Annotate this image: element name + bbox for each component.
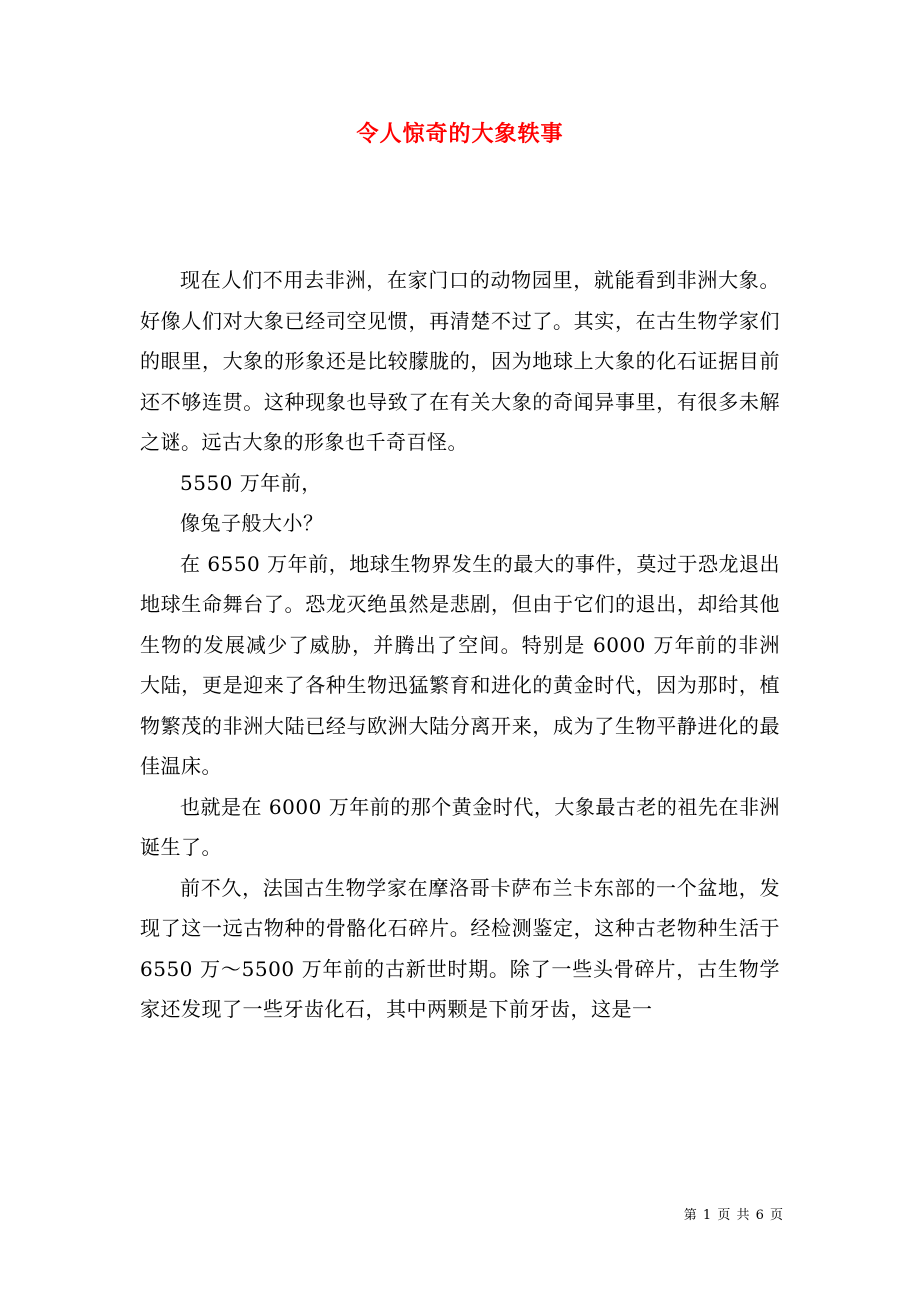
paragraph-intro: 现在人们不用去非洲，在家门口的动物园里，就能看到非洲大象。好像人们对大象已经司空见惯，再清楚不过了。其实，在古生物学家们的眼里，大象的形象还是比较朦胧的，因为地球上大象的化石证据目前还不够连贯。这种现象也导致了在有关大象的奇闻异事里，有很多未解之谜。远古大象的形象也千奇百怪。 [140,268,780,454]
paragraph-discovery: 前不久，法国古生物学家在摩洛哥卡萨布兰卡东部的一个盆地，发现了这一远古物种的骨骼化石碎片。经检测鉴定，这种古老物种生活于 6550 万～5500 万年前的古新世时期。除了一些头骨碎片，古生物学家还发现了一些牙齿化石，其中两颗是下前牙齿，这是一 [140,875,780,1021]
paragraph-subheading-time: 5550 万年前， [180,470,322,495]
paragraph-extinction: 在 6550 万年前，地球生物界发生的最大的事件，莫过于恐龙退出地球生命舞台了。恐龙灭绝虽然是悲剧，但由于它们的退出，却给其他生物的发展减少了威胁，并腾出了空间。特别是 6000 万年前的非洲大陆，更是迎来了各种生物迅猛繁育和进化的黄金时代，因为那时，植物繁茂的非洲大陆已经与欧洲大陆分离开来，成为了生物平静进化的最佳温床。 [140,551,780,778]
paragraph-subheading-question: 像兔子般大小？ [180,511,324,535]
page-number-footer: 第 1 页 共 6 页 [683,1208,784,1223]
document-body [140,260,780,1030]
document-title: 令人惊奇的大象轶事 [356,121,564,147]
paragraph-ancestor: 也就是在 6000 万年前的那个黄金时代，大象最古老的祖先在非洲诞生了。 [140,794,780,859]
